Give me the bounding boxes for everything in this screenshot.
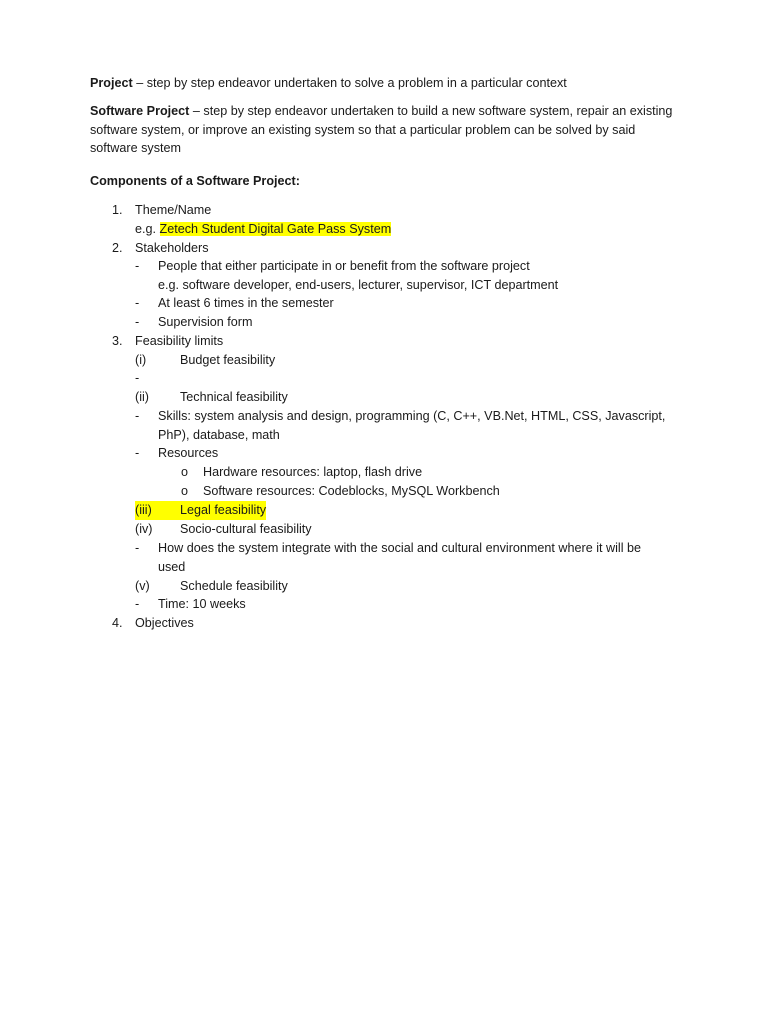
socio-cultural-question: How does the system integrate with the social and cultural environment where it will be used [158, 541, 641, 574]
stakeholders-bullet-1: People that either participate in or benefit from the software project [158, 259, 530, 273]
budget-feasibility: Budget feasibility [180, 353, 276, 367]
list-item-theme: Theme/Name [135, 203, 212, 217]
legal-feasibility: Legal feasibility [180, 503, 267, 517]
theme-example-highlight: Zetech Student Digital Gate Pass System [159, 222, 392, 236]
roman-v: (v) [135, 579, 150, 593]
stakeholders-bullet-2: At least 6 times in the semester [158, 296, 334, 310]
bullet-dash: - [135, 371, 140, 385]
schedule-feasibility: Schedule feasibility [180, 579, 288, 593]
roman-i: (i) [135, 353, 147, 367]
technical-skills: Skills: system analysis and design, programming (C, C++, VB.Net, HTML, CSS, Javascript, PhP), database, math [158, 409, 666, 442]
roman-iv: (iv) [135, 522, 153, 536]
technical-resources: Resources [158, 446, 219, 460]
schedule-time: Time: 10 weeks [158, 597, 246, 611]
sub-bullet-marker: o [181, 465, 189, 479]
project-term: Project [90, 76, 133, 90]
roman-iii: (iii) [135, 503, 152, 517]
list-number-3: 3. [112, 334, 123, 348]
project-definition [90, 74, 690, 93]
technical-feasibility: Technical feasibility [180, 390, 288, 404]
bullet-dash: - [135, 446, 140, 460]
list-item-feasibility: Feasibility limits [135, 334, 224, 348]
list-number-2: 2. [112, 241, 123, 255]
bullet-dash: - [135, 296, 140, 310]
list-item-stakeholders: Stakeholders [135, 241, 209, 255]
bullet-dash: - [135, 259, 140, 273]
roman-ii: (ii) [135, 390, 149, 404]
software-project-def-text: – step by step endeavor undertaken to build a new software system, repair an existing software system, or improve an existing system so that a particular problem can be solved by said software system [90, 104, 673, 156]
bullet-dash: - [135, 597, 140, 611]
bullet-dash: - [135, 409, 140, 423]
software-resources: Software resources: Codeblocks, MySQL Workbench [203, 484, 500, 498]
legal-feasibility-highlight [135, 501, 266, 520]
list-number-4: 4. [112, 616, 123, 630]
software-project-definition [90, 102, 680, 158]
socio-cultural-feasibility: Socio-cultural feasibility [180, 522, 312, 536]
project-def-text: – step by step endeavor undertaken to solve a problem in a particular context [132, 76, 567, 90]
components-heading: Components of a Software Project: [90, 174, 300, 188]
hardware-resources: Hardware resources: laptop, flash drive [203, 465, 423, 479]
bullet-dash: - [135, 541, 140, 555]
list-number-1: 1. [112, 203, 123, 217]
stakeholders-bullet-3: Supervision form [158, 315, 253, 329]
software-project-term: Software Project [90, 104, 190, 118]
list-item-objectives: Objectives [135, 616, 194, 630]
bullet-dash: - [135, 315, 140, 329]
stakeholders-example: e.g. software developer, end-users, lecturer, supervisor, ICT department [158, 278, 559, 292]
theme-example: e.g. Zetech Student Digital Gate Pass System [135, 222, 392, 236]
sub-bullet-marker: o [181, 484, 189, 498]
